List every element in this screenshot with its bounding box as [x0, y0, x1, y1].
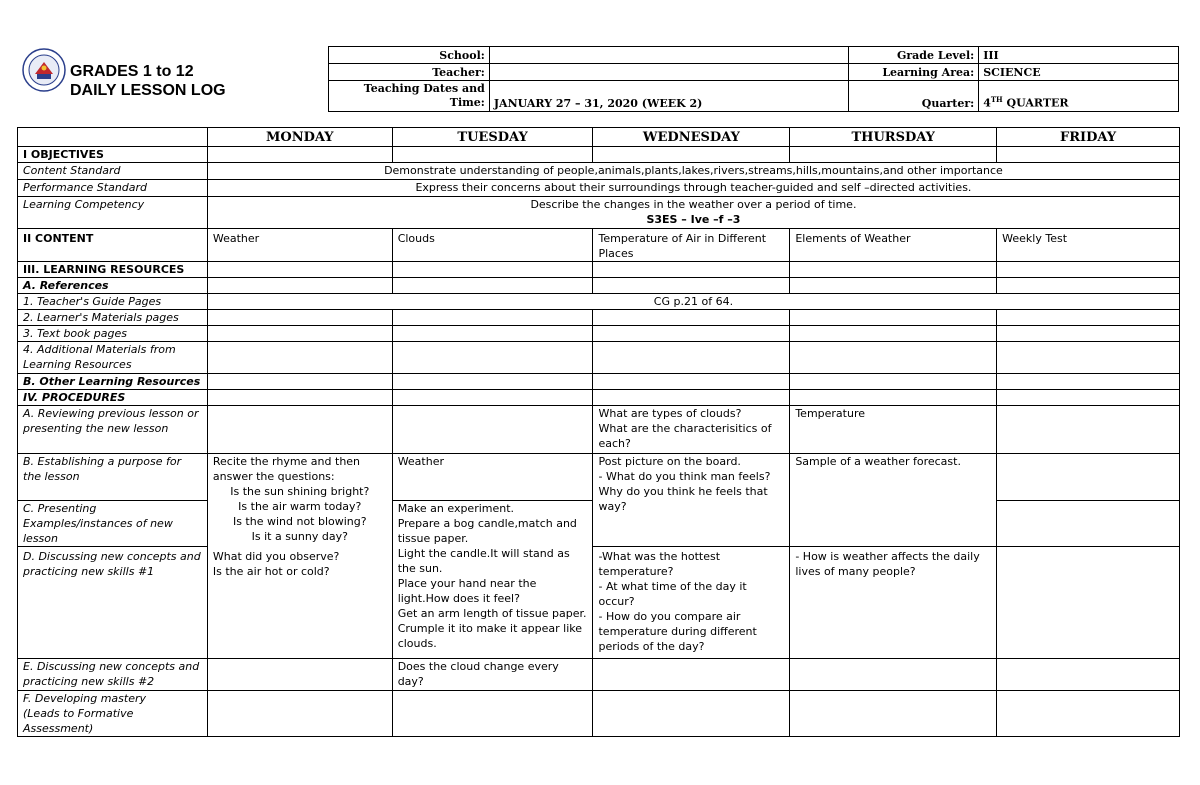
brand-line-2: DAILY LESSON LOG [70, 82, 226, 99]
proc-f-label: F. Developing mastery (Leads to Formative Assessment) [18, 691, 208, 737]
proc-bc-monday [207, 454, 392, 547]
proc-a-label: A. Reviewing previous lesson or presenting the new lesson [18, 406, 208, 454]
day-monday: MONDAY [207, 128, 392, 147]
teachers-guide-text: CG p.21 of 64. [207, 294, 1179, 310]
grade-level-label: Grade Level: [849, 47, 979, 64]
brand-line-1: GRADES 1 to 12 [70, 63, 194, 80]
teaching-dates-value[interactable]: JANUARY 27 – 31, 2020 (WEEK 2) [489, 81, 848, 112]
learning-competency-code: S3ES – Ive –f –3 [646, 213, 741, 226]
teaching-dates-label: Teaching Dates and Time: [329, 81, 490, 112]
learning-area-label: Learning Area: [849, 64, 979, 81]
day-tuesday: TUESDAY [392, 128, 593, 147]
quarter-value[interactable] [979, 81, 1179, 112]
school-label: School: [329, 47, 490, 64]
proc-d-wednesday: -What was the hottest temperature? - At what time of the day it occur? - How do you compare air temperature during different periods of the day? [593, 547, 790, 659]
proc-e-tuesday: Does the cloud change every day? [392, 659, 593, 691]
text-book-label: 3. Text book pages [18, 326, 208, 342]
content-standard-text: Demonstrate understanding of people,animals,plants,lakes,rivers,streams,hills,mountains,and other importance [207, 163, 1179, 180]
learning-resources-heading: III. LEARNING RESOURCES [18, 262, 208, 278]
performance-standard-text: Express their concerns about their surroundings through teacher-guided and self –directed activities. [207, 180, 1179, 197]
proc-e-label: E. Discussing new concepts and practicing new skills #2 [18, 659, 208, 691]
proc-d-monday: What did you observe? Is the air hot or cold? [207, 547, 392, 659]
teacher-value[interactable] [489, 64, 848, 81]
proc-b-thursday: Sample of a weather forecast. [790, 454, 997, 547]
objectives-heading: I OBJECTIVES [18, 147, 208, 163]
day-thursday: THURSDAY [790, 128, 997, 147]
rhyme-q4: Is it a sunny day? [251, 530, 348, 543]
references-heading: A. References [18, 278, 208, 294]
additional-materials-label: 4. Additional Materials from Learning Resources [18, 342, 208, 374]
day-friday: FRIDAY [997, 128, 1180, 147]
learning-competency-text: Describe the changes in the weather over a period of time. [530, 198, 857, 211]
other-resources-heading: B. Other Learning Resources [18, 374, 208, 390]
proc-a-thursday: Temperature [790, 406, 997, 454]
proc-c-label: C. Presenting Examples/instances of new lesson [18, 501, 208, 547]
proc-bc-wednesday: Post picture on the board. - What do you think man feels? Why do you think he feels that way? [593, 454, 790, 547]
content-tuesday: Clouds [392, 229, 593, 262]
brand-title [70, 62, 226, 100]
performance-standard-label: Performance Standard [18, 180, 208, 197]
learners-materials-label: 2. Learner's Materials pages [18, 310, 208, 326]
deped-seal-icon [22, 48, 66, 92]
rhyme-q1: Is the sun shining bright? [230, 485, 370, 498]
learning-competency-label: Learning Competency [18, 197, 208, 229]
proc-b-tuesday: Weather [392, 454, 593, 501]
learning-area-value[interactable]: SCIENCE [979, 64, 1179, 81]
quarter-suffix: TH [990, 95, 1003, 105]
content-monday: Weather [207, 229, 392, 262]
teacher-label: Teacher: [329, 64, 490, 81]
proc-b-label: B. Establishing a purpose for the lesson [18, 454, 208, 501]
lesson-log-table [17, 127, 1180, 737]
content-wednesday: Temperature of Air in Different Places [593, 229, 790, 262]
rhyme-q2: Is the air warm today? [238, 500, 362, 513]
learning-competency-cell [207, 197, 1179, 229]
corner-cell [18, 128, 208, 147]
header-info-table [328, 46, 1179, 112]
proc-a-wednesday: What are types of clouds? What are the characterisitics of each? [593, 406, 790, 454]
day-header-row [18, 128, 1180, 147]
content-thursday: Elements of Weather [790, 229, 997, 262]
rhyme-q3: Is the wind not blowing? [232, 515, 367, 528]
content-standard-label: Content Standard [18, 163, 208, 180]
quarter-number: 4 [983, 97, 991, 110]
grade-level-value[interactable]: III [979, 47, 1179, 64]
quarter-text: QUARTER [1002, 97, 1069, 110]
school-value[interactable] [489, 47, 848, 64]
proc-cd-tuesday: Make an experiment. Prepare a bog candle,match and tissue paper. Light the candle.It will stand as the sun. Place your hand near the light.How does it feel? Get an arm length of tissue paper. Crumple it ito make it appear like clouds. [392, 501, 593, 659]
procedures-heading: IV. PROCEDURES [18, 390, 208, 406]
rhyme-intro: Recite the rhyme and then answer the questions: [212, 455, 361, 483]
proc-d-thursday: - How is weather affects the daily lives of many people? [790, 547, 997, 659]
proc-d-label: D. Discussing new concepts and practicing new skills #1 [18, 547, 208, 659]
quarter-label: Quarter: [849, 81, 979, 112]
teachers-guide-label: 1. Teacher's Guide Pages [18, 294, 208, 310]
day-wednesday: WEDNESDAY [593, 128, 790, 147]
content-friday: Weekly Test [997, 229, 1180, 262]
content-heading: II CONTENT [18, 229, 208, 262]
